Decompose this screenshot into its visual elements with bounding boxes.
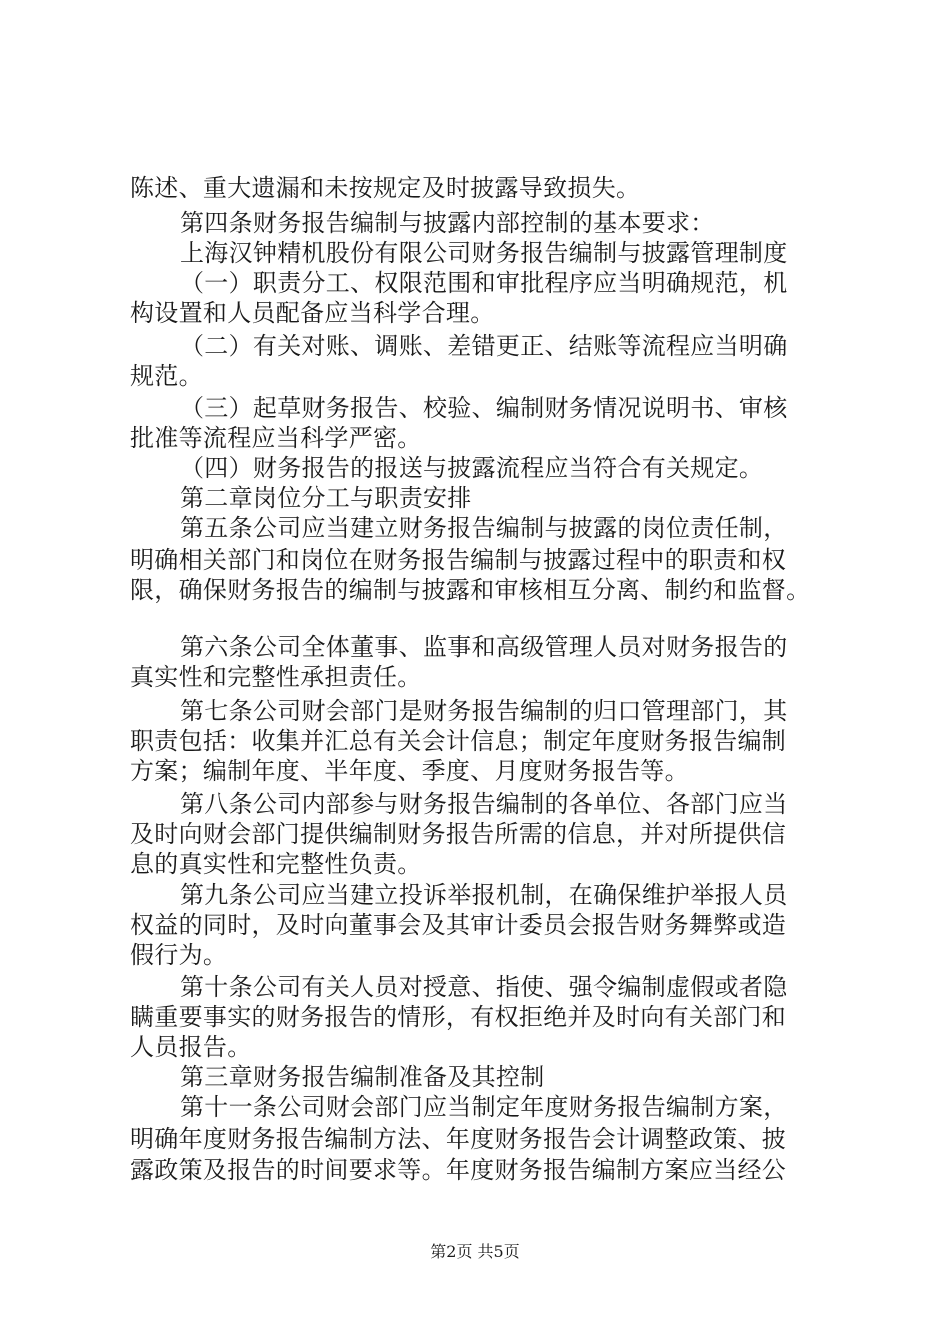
text-line: 息的真实性和完整性负责。 bbox=[130, 850, 422, 878]
section-heading: 第三章财务报告编制准备及其控制 bbox=[180, 1063, 545, 1091]
text-line: 假行为。 bbox=[130, 941, 228, 969]
text-line: 第十条公司有关人员对授意、指使、强令编制虚假或者隐 bbox=[180, 973, 788, 1001]
text-line: （三）起草财务报告、校验、编制财务情况说明书、审核 bbox=[180, 394, 788, 422]
text-line: 第八条公司内部参与财务报告编制的各单位、各部门应当 bbox=[180, 790, 788, 818]
text-line: 构设置和人员配备应当科学合理。 bbox=[130, 299, 495, 327]
text-line: 权益的同时，及时向董事会及其审计委员会报告财务舞弊或造 bbox=[130, 911, 787, 939]
text-line: 方案；编制年度、半年度、季度、月度财务报告等。 bbox=[130, 757, 689, 785]
text-line: （一）职责分工、权限范围和审批程序应当明确规范，机 bbox=[180, 269, 788, 297]
text-line: 人员报告。 bbox=[130, 1033, 252, 1061]
page-number-footer: 第2页 共5页 bbox=[430, 1242, 520, 1261]
text-line: 上海汉钟精机股份有限公司财务报告编制与披露管理制度 bbox=[180, 239, 788, 267]
text-line: （二）有关对账、调账、差错更正、结账等流程应当明确 bbox=[180, 332, 788, 360]
text-line: 真实性和完整性承担责任。 bbox=[130, 663, 422, 691]
text-line: 露政策及报告的时间要求等。年度财务报告编制方案应当经公 bbox=[130, 1156, 787, 1184]
text-line: 瞒重要事实的财务报告的情形，有权拒绝并及时向有关部门和 bbox=[130, 1003, 787, 1031]
text-line: 明确年度财务报告编制方法、年度财务报告会计调整政策、披 bbox=[130, 1125, 787, 1153]
text-line: 及时向财会部门提供编制财务报告所需的信息，并对所提供信 bbox=[130, 820, 787, 848]
text-line: 陈述、重大遗漏和未按规定及时披露导致损失。 bbox=[130, 174, 641, 202]
text-line: 第十一条公司财会部门应当制定年度财务报告编制方案， bbox=[180, 1093, 788, 1121]
text-line: 限，确保财务报告的编制与披露和审核相互分离、制约和监督。 bbox=[130, 576, 811, 604]
section-heading: 第二章岗位分工与职责安排 bbox=[180, 484, 472, 512]
text-line: 第四条财务报告编制与披露内部控制的基本要求： bbox=[180, 209, 715, 237]
text-line: 批准等流程应当科学严密。 bbox=[130, 424, 422, 452]
text-line: 第五条公司应当建立财务报告编制与披露的岗位责任制， bbox=[180, 514, 788, 542]
text-line: 第九条公司应当建立投诉举报机制，在确保维护举报人员 bbox=[180, 881, 788, 909]
text-line: 第七条公司财会部门是财务报告编制的归口管理部门，其 bbox=[180, 697, 788, 725]
text-line: 第六条公司全体董事、监事和高级管理人员对财务报告的 bbox=[180, 633, 788, 661]
text-line: 职责包括：收集并汇总有关会计信息；制定年度财务报告编制 bbox=[130, 727, 787, 755]
text-line: 规范。 bbox=[130, 362, 203, 390]
text-line: 明确相关部门和岗位在财务报告编制与披露过程中的职责和权 bbox=[130, 546, 787, 574]
text-line: （四）财务报告的报送与披露流程应当符合有关规定。 bbox=[180, 454, 764, 482]
